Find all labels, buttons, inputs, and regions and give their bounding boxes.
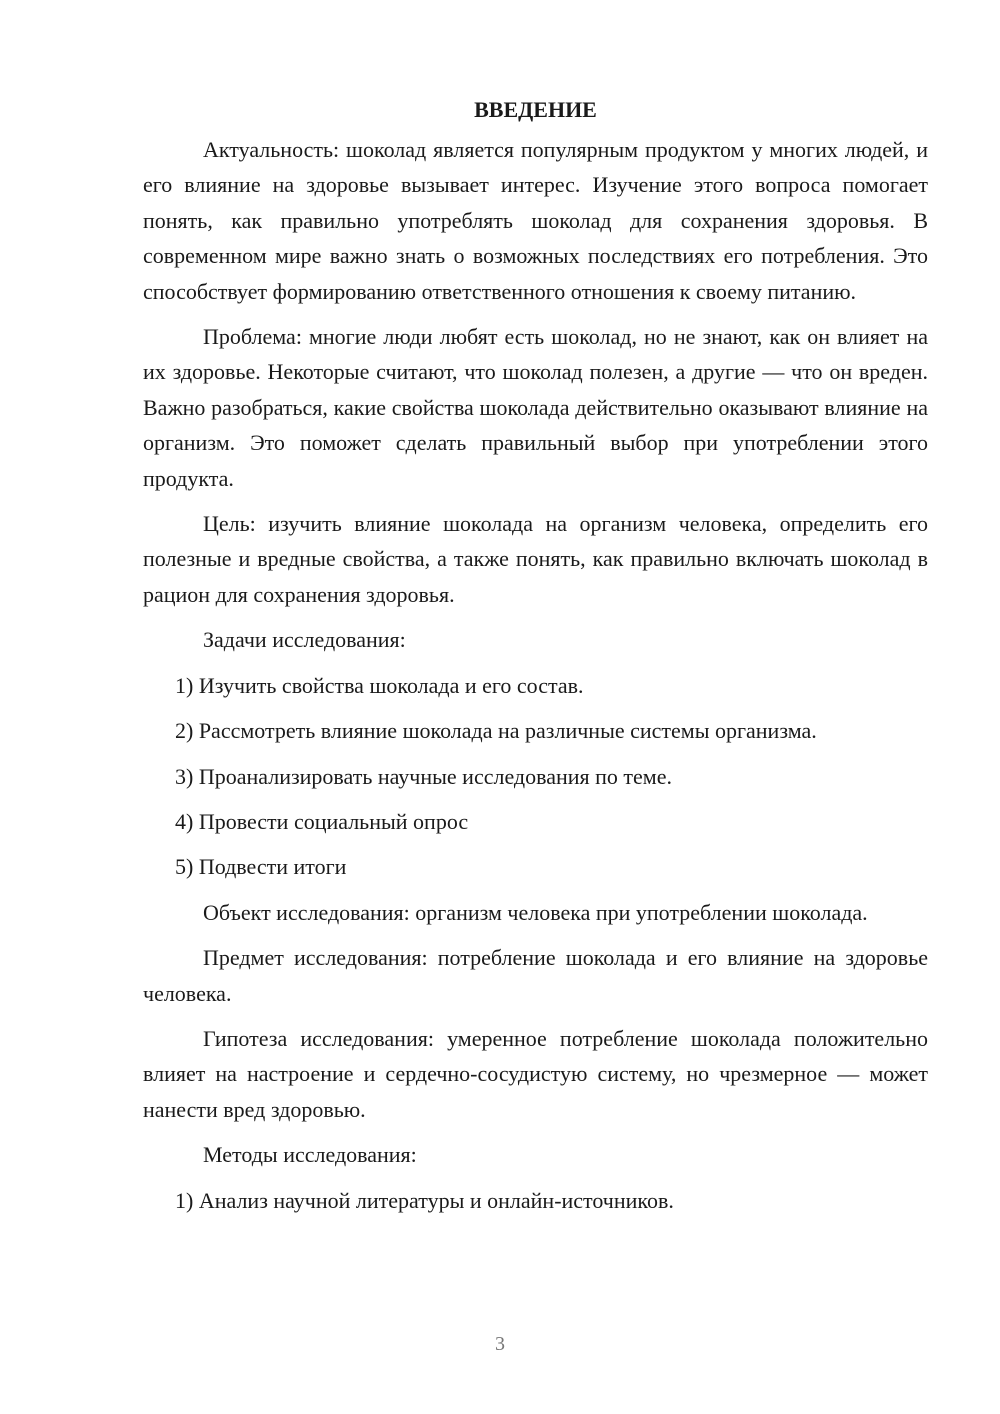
task-item: 4) Провести социальный опрос bbox=[175, 808, 469, 834]
task-item: 3) Проанализировать научные исследования по теме. bbox=[175, 763, 672, 789]
subject-paragraph: Предмет исследования: потребление шоколада и его влияние на здоровье человека. bbox=[143, 945, 928, 1006]
task-item: 5) Подвести итоги bbox=[175, 854, 347, 880]
hypothesis-paragraph: Гипотеза исследования: умеренное потребление шоколада положительно влияет на настроение и сердечно-сосудистую систему, но чрезмерное — может нанести вред здоровью. bbox=[143, 1025, 928, 1122]
object-paragraph: Объект исследования: организм человека при употреблении шоколада. bbox=[203, 899, 868, 925]
problem-paragraph: Проблема: многие люди любят есть шоколад, но не знают, как он влияет на их здоровье. Некоторые считают, что шоколад полезен, а другие — что он вреден. Важно разобраться, какие свойства шоколада действительно оказывают влияние на организм. Это поможет сделать правильный выбор при употреблении этого продукта. bbox=[143, 324, 928, 491]
task-item: 2) Рассмотреть влияние шоколада на различные системы организма. bbox=[175, 718, 817, 744]
methods-heading: Методы исследования: bbox=[203, 1142, 417, 1168]
methods-list bbox=[143, 1183, 928, 1218]
method-item: 1) Анализ научной литературы и онлайн-источников. bbox=[175, 1187, 674, 1213]
page-number: 3 bbox=[495, 1333, 505, 1355]
relevance-paragraph: Актуальность: шоколад является популярным продуктом у многих людей, и его влияние на здоровье вызывает интерес. Изучение этого вопроса помогает понять, как правильно употреблять шоколад для сохранения здоровья. В современном мире важно знать о возможных последствиях его потребления. Это способствует формированию ответственного отношения к своему питанию. bbox=[143, 137, 928, 304]
goal-paragraph: Цель: изучить влияние шоколада на организм человека, определить его полезные и вредные свойства, а также понять, как правильно включать шоколад в рацион для сохранения здоровья. bbox=[143, 511, 928, 607]
tasks-list bbox=[143, 668, 928, 885]
section-title: ВВЕДЕНИЕ bbox=[474, 97, 597, 122]
task-item: 1) Изучить свойства шоколада и его состав. bbox=[175, 672, 584, 698]
document-page bbox=[143, 92, 928, 1228]
tasks-heading: Задачи исследования: bbox=[203, 627, 406, 653]
